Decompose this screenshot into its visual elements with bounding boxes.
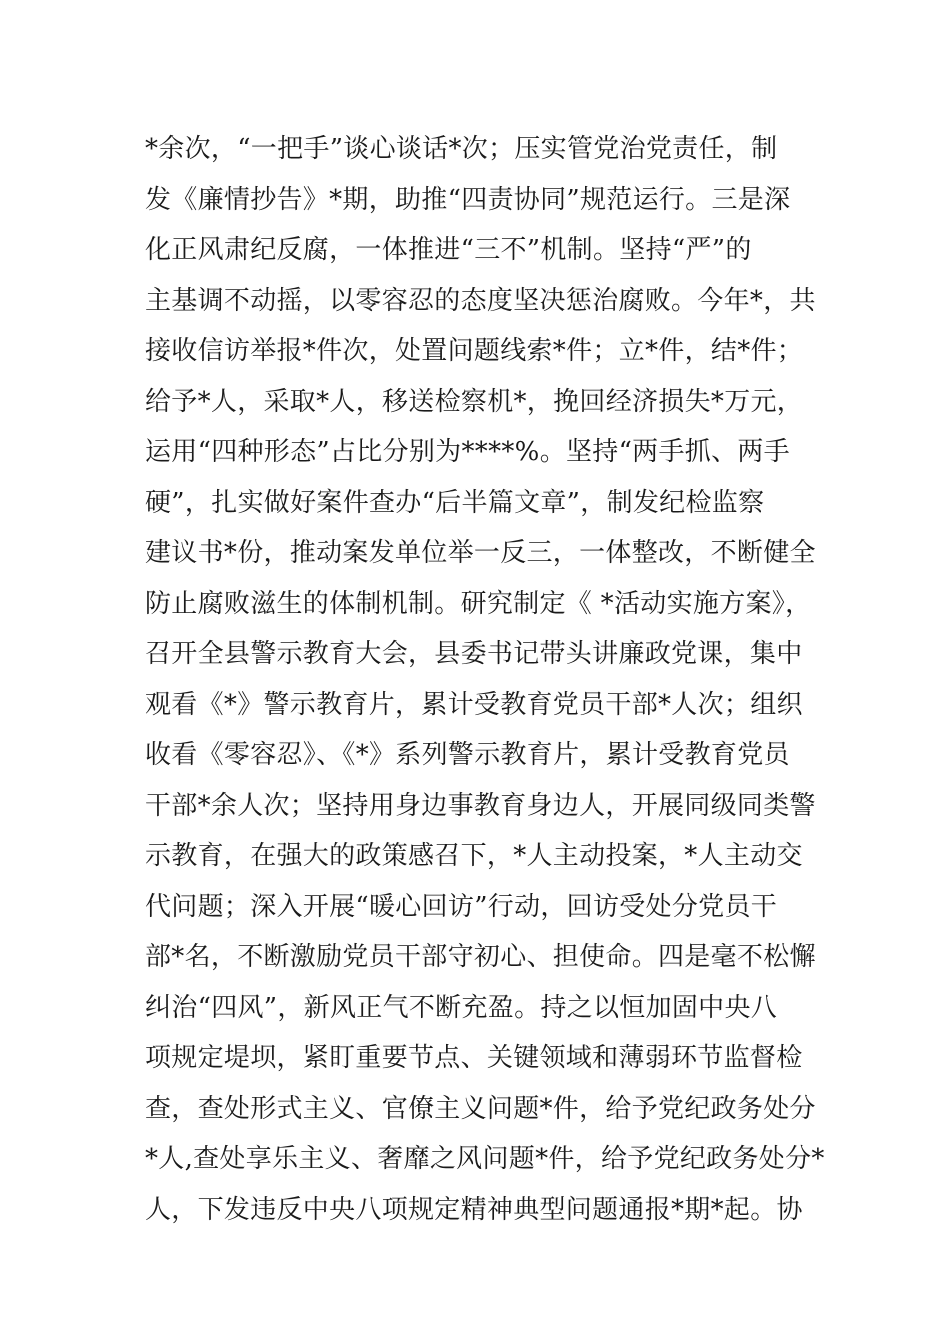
text-line: 接收信访举报*件次，处置问题线索*件；立*件，结*件； (145, 336, 804, 366)
text-line: 干部*余人次；坚持用身边事教育身边人，开展同级同类警 (145, 790, 816, 821)
text-line: 给予*人，采取*人，移送检察机*，挽回经济损失*万元， (145, 386, 804, 417)
text-line: 纠治“四风”，新风正气不断充盈。持之以恒加固中央八 (145, 992, 778, 1023)
text-line: 人，下发违反中央八项规定精神典型问题通报*期*起。协 (145, 1194, 803, 1225)
text-line: *余次，“一把手”谈心谈话*次；压实管党治党责任，制 (145, 134, 778, 164)
text-line: 建议书*份，推动案发单位举一反三，一体整改，不断健全 (145, 538, 816, 568)
body-paragraph (145, 124, 825, 1235)
text-line: 运用“四种形态”占比分别为****%。坚持“两手抓、两手 (145, 437, 790, 467)
text-line: 示教育，在强大的政策感召下，*人主动投案，*人主动交 (145, 841, 803, 871)
text-line: 查，查处形式主义、官僚主义问题*件，给予党纪政务处分 (145, 1093, 816, 1124)
text-line: 代问题；深入开展“暖心回访”行动，回访受处分党员干 (145, 891, 778, 922)
text-line: 项规定堤坝，紧盯重要节点、关键领域和薄弱环节监督检 (145, 1043, 803, 1073)
text-line: *人,查处享乐主义、奢靡之风问题*件，给予党纪政务处分* (145, 1144, 825, 1174)
text-line: 硬”，扎实做好案件查办“后半篇文章”，制发纪检监察 (145, 487, 765, 518)
text-line: 发《廉情抄告》*期，助推“四责协同”规范运行。三是深 (145, 184, 791, 215)
text-line: 召开全县警示教育大会，县委书记带头讲廉政党课，集中 (145, 639, 803, 669)
text-line: 观看《*》警示教育片，累计受教育党员干部*人次；组织 (145, 689, 803, 720)
text-line: 收看《零容忍》、《*》系列警示教育片，累计受教育党员 (145, 740, 790, 770)
text-line: 主基调不动摇，以零容忍的态度坚决惩治腐败。今年*，共 (145, 285, 816, 316)
text-line: 化正风肃纪反腐，一体推进“三不”机制。坚持“严”的 (145, 235, 752, 265)
text-line: 部*名，不断激励党员干部守初心、担使命。四是毫不松懈 (145, 942, 816, 972)
text-line: 防止腐败滋生的体制机制。研究制定《 *活动实施方案》， (145, 588, 812, 619)
